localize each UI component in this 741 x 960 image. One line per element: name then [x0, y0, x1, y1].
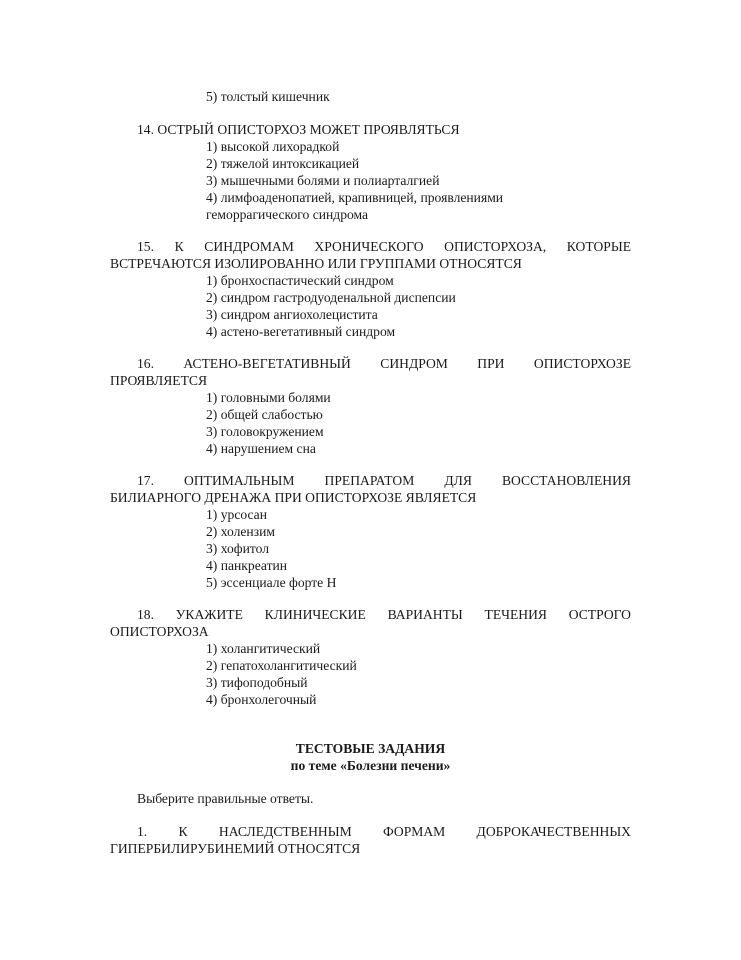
q15-option-4: 4) астено-вегетативный синдром	[206, 324, 396, 339]
q16-stem-line-1: 16. АСТЕНО-ВЕГЕТАТИВНЫЙ СИНДРОМ ПРИ ОПИСТОРХОЗЕ	[137, 356, 631, 371]
q17-option-1: 1) урсосан	[206, 507, 267, 522]
q18-option-2: 2) гепатохолангитический	[206, 658, 357, 673]
q16-stem-line-2: ПРОЯВЛЯЕТСЯ	[110, 373, 208, 388]
q14-option-4-continued: геморрагического синдрома	[206, 207, 369, 222]
section-title: ТЕСТОВЫЕ ЗАДАНИЯ	[295, 741, 446, 756]
q18-option-1: 1) холангитический	[206, 641, 321, 656]
q17-stem-line-2: БИЛИАРНОГО ДРЕНАЖА ПРИ ОПИСТОРХОЗЕ ЯВЛЯЕТСЯ	[110, 490, 477, 505]
q15-option-2: 2) синдром гастродуоденальной диспепсии	[206, 290, 456, 305]
q14-option-3: 3) мышечными болями и полиарталгией	[206, 173, 440, 188]
q14-option-1: 1) высокой лихорадкой	[206, 139, 340, 154]
q16-option-2: 2) общей слабостью	[206, 407, 323, 422]
q18-stem-line-2: ОПИСТОРХОЗА	[110, 624, 209, 639]
q17-option-4: 4) панкреатин	[206, 558, 288, 573]
q14-stem: 14. ОСТРЫЙ ОПИСТОРХОЗ МОЖЕТ ПРОЯВЛЯТЬСЯ	[137, 122, 460, 137]
instruction-text: Выберите правильные ответы.	[137, 791, 314, 806]
q17-option-3: 3) хофитол	[206, 541, 270, 556]
q15-stem-line-1: 15. К СИНДРОМАМ ХРОНИЧЕСКОГО ОПИСТОРХОЗА, КОТОРЫЕ	[137, 239, 631, 254]
q18-stem-line-1: 18. УКАЖИТЕ КЛИНИЧЕСКИЕ ВАРИАНТЫ ТЕЧЕНИЯ ОСТРОГО	[137, 607, 631, 622]
q15-option-3: 3) синдром ангиохолецистита	[206, 307, 378, 322]
q1-stem-line-1: 1. К НАСЛЕДСТВЕННЫМ ФОРМАМ ДОБРОКАЧЕСТВЕННЫХ	[137, 824, 631, 839]
q17-stem-line-1: 17. ОПТИМАЛЬНЫМ ПРЕПАРАТОМ ДЛЯ ВОССТАНОВЛЕНИЯ	[137, 473, 631, 488]
q16-option-1: 1) головными болями	[206, 390, 331, 405]
q15-stem-line-2: ВСТРЕЧАЮТСЯ ИЗОЛИРОВАННО ИЛИ ГРУППАМИ ОТНОСЯТСЯ	[110, 256, 522, 271]
section-subtitle: по теме «Болезни печени»	[290, 758, 451, 773]
q16-option-4: 4) нарушением сна	[206, 441, 316, 456]
q17-option-5: 5) эссенциале форте Н	[206, 575, 337, 590]
q16-option-3: 3) головокружением	[206, 424, 324, 439]
q13-option-5: 5) толстый кишечник	[206, 89, 330, 104]
q17-option-2: 2) холензим	[206, 524, 275, 539]
q15-option-1: 1) бронхоспастический синдром	[206, 273, 394, 288]
q18-option-3: 3) тифоподобный	[206, 675, 308, 690]
q18-option-4: 4) бронхолегочный	[206, 692, 317, 707]
q14-option-2: 2) тяжелой интоксикацией	[206, 156, 360, 171]
q1-stem-line-2: ГИПЕРБИЛИРУБИНЕМИЙ ОТНОСЯТСЯ	[110, 841, 361, 856]
q14-option-4: 4) лимфоаденопатией, крапивницей, проявлениями	[206, 190, 504, 205]
